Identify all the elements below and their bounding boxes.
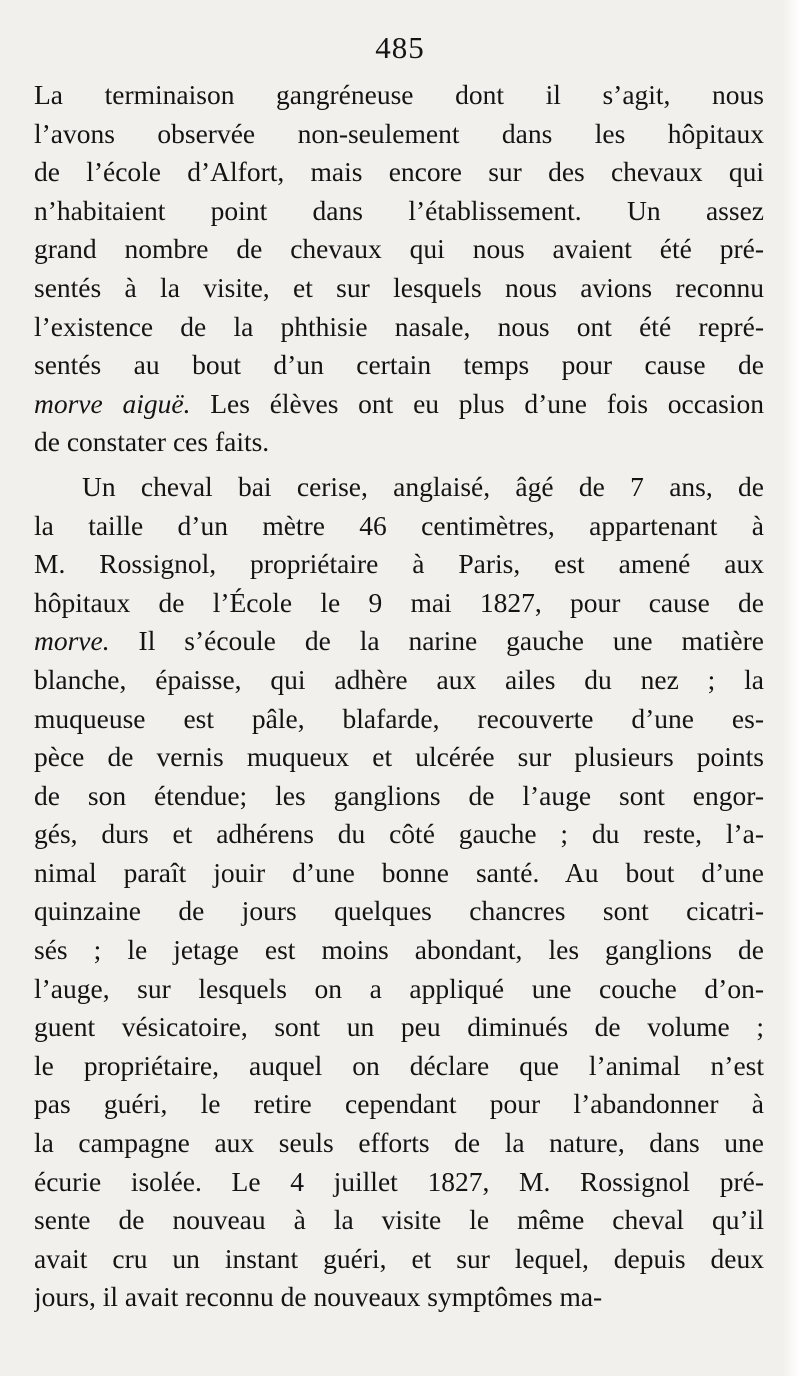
text-segment: M. Rossignol, propriétaire à Paris, est amené aux [34,548,764,580]
text-line [34,385,764,424]
text-line [34,1124,764,1163]
text-segment: muqueuse est pâle, blafarde, recouverte d’une es- [34,702,764,734]
text-line [34,1201,764,1240]
text-segment: de son étendue; les ganglions de l’auge sont engor- [34,779,764,811]
text-line [34,153,764,192]
text-segment: blanche, épaisse, qui adhère aux ailes du nez ; la [34,663,764,695]
text-line [34,622,764,661]
text-line [34,854,764,893]
text-segment: sentés à la visite, et sur lesquels nous avions reconnu [34,271,764,303]
text-segment: écurie isolée. Le 4 juillet 1827, M. Rossignol pré- [34,1165,764,1197]
text-segment: hôpitaux de l’École le 9 mai 1827, pour cause de [34,586,764,618]
text-segment: La terminaison gangréneuse dont il s’agit, nous [34,79,764,110]
text-line [34,1085,764,1124]
text-segment: Les élèves ont eu plus d’une fois occasion [190,387,764,419]
text-segment: de l’école d’Alfort, mais encore sur des chevaux qui [34,156,764,188]
text-line [34,1008,764,1047]
text-segment: sente de nouveau à la visite le même cheval qu’il [34,1204,764,1236]
text-segment: quinzaine de jours quelques chancres sont cicatri- [34,895,764,927]
text-segment: avait cru un instant guéri, et sur lequel, depuis deux [34,1242,764,1274]
text-line [34,115,764,154]
text-line [34,815,764,854]
text-segment: gés, durs et adhérens du côté gauche ; du reste, l’a- [34,818,764,850]
italic-term: morve aiguë. [34,387,191,419]
text-segment: grand nombre de chevaux qui nous avaient été pré- [34,233,764,265]
text-segment: guent vésicatoire, sont un peu diminués de volume ; [34,1011,764,1043]
text-line [34,700,764,739]
text-line [34,423,764,462]
text-segment: l’avons observée non-seulement dans les hôpitaux [34,117,764,149]
text-segment: le propriétaire, auquel on déclare que l’animal n’est [34,1049,764,1081]
text-segment: l’existence de la phthisie nasale, nous ont été repré- [34,310,764,342]
text-segment: sentés au bout d’un certain temps pour cause de [34,349,764,381]
text-line [34,545,764,584]
text-segment: sés ; le jetage est moins abondant, les ganglions de [34,934,764,966]
text-line [34,269,764,308]
text-segment: de constater ces faits. [34,426,270,458]
text-line [34,931,764,970]
text-line [34,738,764,777]
text-segment: n’habitaient point dans l’établissement. Un assez [34,194,764,226]
text-line [34,468,764,507]
text-line [34,346,764,385]
text-line [34,230,764,269]
text-line [34,1240,764,1279]
text-line [34,777,764,816]
text-line [34,892,764,931]
text-line [34,584,764,623]
text-segment: la taille d’un mètre 46 centimètres, appartenant à [34,509,764,541]
page-edge [782,0,800,1376]
text-line [34,76,764,115]
text-line [34,507,764,546]
page-number: 485 [375,30,425,65]
text-segment: pèce de vernis muqueux et ulcérée sur plusieurs points [34,741,764,773]
text-segment: pas guéri, le retire cependant pour l’abandonner à [34,1088,764,1120]
text-segment: jours, il avait reconnu de nouveaux symptômes ma- [34,1281,603,1313]
text-line [34,661,764,700]
text-line [34,1278,764,1317]
text-segment: Il s’écoule de la narine gauche une matière [109,625,764,657]
text-line [34,1163,764,1202]
body-text [34,76,764,1317]
text-segment: l’auge, sur lesquels on a appliqué une couche d’on- [34,972,764,1004]
italic-term: morve. [34,625,110,657]
text-line [34,192,764,231]
text-line [34,308,764,347]
text-segment: la campagne aux seuls efforts de la nature, dans une [34,1127,764,1159]
text-line [34,1047,764,1086]
text-segment: Un cheval bai cerise, anglaisé, âgé de 7 ans, de [82,470,764,502]
text-segment: nimal paraît jouir d’une bonne santé. Au bout d’une [34,856,764,888]
text-line [34,970,764,1009]
